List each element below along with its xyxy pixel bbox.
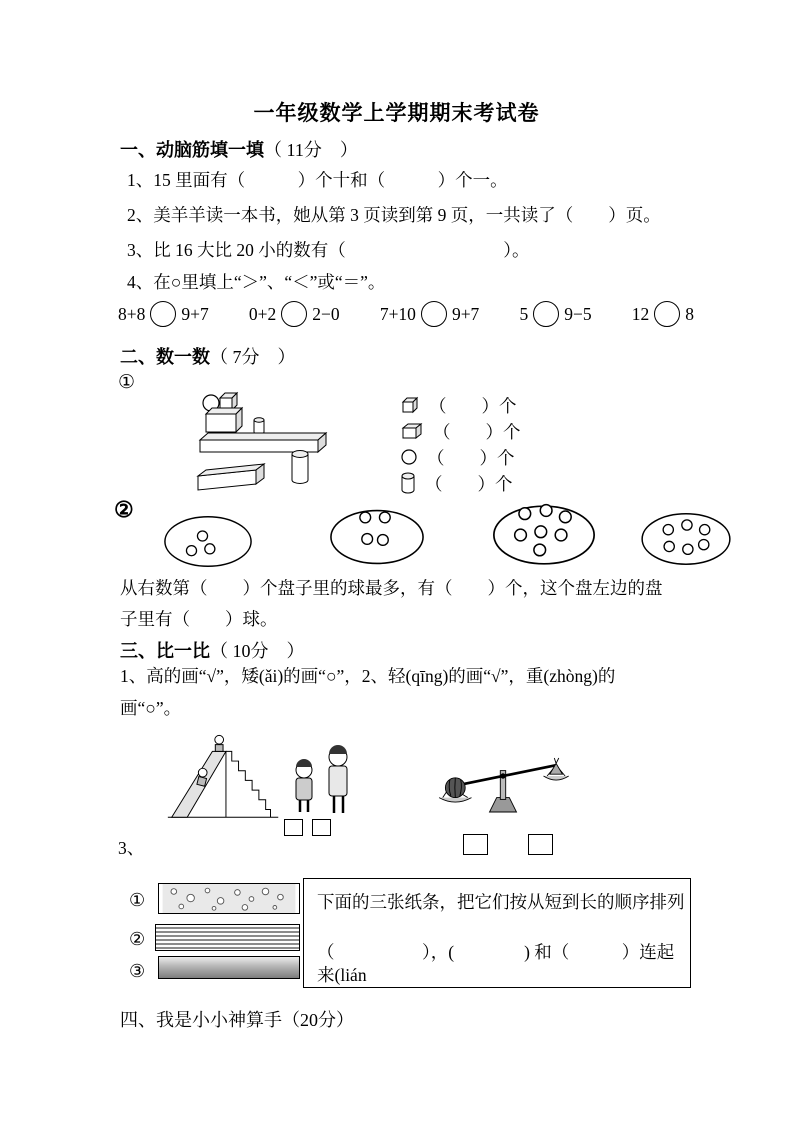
section2-heading-name: 二、数一数 [120,347,210,367]
ball [515,529,527,541]
plate-4 [636,511,736,567]
ball [540,505,552,517]
count-row [400,444,521,470]
ball [519,508,531,520]
compare-item [519,301,591,327]
box-line2: （ ），( ) 和（ ）连起来(lián [317,942,675,985]
ball [379,512,390,523]
count-row [400,418,521,444]
compare-right: 9+7 [181,303,209,324]
cylinder-icon [400,472,416,494]
ball [663,525,673,535]
question-1-4: 4、在○里填上“＞”、“＜”或“＝”。 [127,272,386,292]
plates-question-line2: 子里有（ ）球。 [120,609,278,629]
ball [362,534,373,545]
plate-3 [483,503,605,567]
paper-strip-gray [158,956,300,979]
compare-item [118,301,209,327]
strip-label-1: ① [129,890,146,910]
ball [535,526,547,538]
answer-box [284,819,303,836]
count-list [400,392,521,496]
compare-left: 0+2 [248,303,277,324]
plates-question-line1: 从右数第（ ）个盘子里的球最多，有（ ）个，这个盘左边的盘 [120,578,663,598]
ball [197,531,207,541]
ball [559,511,571,523]
answer-circle [654,301,680,327]
answer-box [312,819,331,836]
ball [186,546,196,556]
plate-2 [328,507,426,567]
compare-left: 8+8 [118,303,146,324]
answer-circle [281,301,307,327]
question-1-3: 3、比 16 大比 20 小的数有（ ）。 [127,240,530,260]
section3-heading [120,637,305,663]
question-1-2: 2、美羊羊读一本书，她从第 3 页读到第 9 页，一共读了（ ）页。 [127,205,661,225]
ball [205,544,215,554]
sphere-icon [400,448,418,466]
ball [377,535,388,546]
compare-left: 12 [631,303,650,324]
ball [699,539,709,549]
section1-heading-name: 一、动脑筋填一填 [120,140,264,160]
question-1-1: 1、15 里面有（ ）个十和（ ）个一。 [127,170,508,190]
strip-label-2: ② [129,929,146,949]
kid-head [215,735,224,744]
cube-icon [400,396,420,414]
kid-head [198,768,207,777]
compare-right: 8 [685,303,694,324]
section3-heading-score: （ 10分 ） [210,641,305,661]
section2-heading-score: （ 7分 ） [210,347,296,367]
count-label: （ ）个 [429,395,517,416]
section4-heading: 四、我是小小神算手（20分） [120,1010,354,1030]
compare-row [118,301,694,327]
compare-item [380,301,480,327]
ball [683,544,693,554]
compare-right: 2−0 [312,303,340,324]
strips-instruction-box [303,878,691,988]
compare-left: 7+10 [379,303,416,324]
ball [664,541,674,551]
answer-circle [533,301,559,327]
balance-scale-figure [428,740,578,830]
cuboid-icon [400,422,424,440]
part1-label: ① [118,372,136,393]
compare-left: 5 [519,303,529,324]
paper-strip-striped [155,924,300,951]
part2-label: ② [114,497,134,522]
compare-right: 9−5 [564,303,592,324]
ball [682,520,692,530]
page-title: 一年级数学上学期期末考试卷 [253,101,540,125]
count-row [400,470,521,496]
question-3-1-line1: 1、高的画“√”，矮(ǎi)的画“○”，2、轻(qīng)的画“√”，重(zhòng)的 [120,666,616,686]
compare-item [632,301,694,327]
left-pan [439,798,471,803]
ball [360,512,371,523]
kids-figure [283,740,363,818]
slide-figure [162,732,287,824]
blocks-figure [192,388,342,496]
paper-strip-dotted [158,883,300,914]
plate-1 [160,514,256,569]
answer-box [528,834,553,855]
section1-heading-score: （ 11分 ） [264,140,358,160]
ball [700,525,710,535]
answer-circle [150,301,176,327]
answer-circle [421,301,447,327]
compare-item [249,301,340,327]
box-line1: 下面的三张纸条，把它们按从短到长的顺序排列 [317,892,685,912]
section2-heading [120,343,296,369]
strip-label-3: ③ [129,961,146,981]
section1-heading [120,136,358,162]
answer-box [463,834,488,855]
count-label: （ ）个 [433,421,521,442]
question-3-1-line2: 画“○”。 [120,698,182,718]
ball [534,544,546,556]
right-pan [544,776,569,780]
count-row [400,392,521,418]
section3-heading-name: 三、比一比 [120,641,210,661]
count-label: （ ）个 [427,447,515,468]
compare-right: 9+7 [451,303,480,324]
question-3-3-label: 3、 [118,838,145,858]
count-label: （ ）个 [425,473,513,494]
ball [555,529,567,541]
